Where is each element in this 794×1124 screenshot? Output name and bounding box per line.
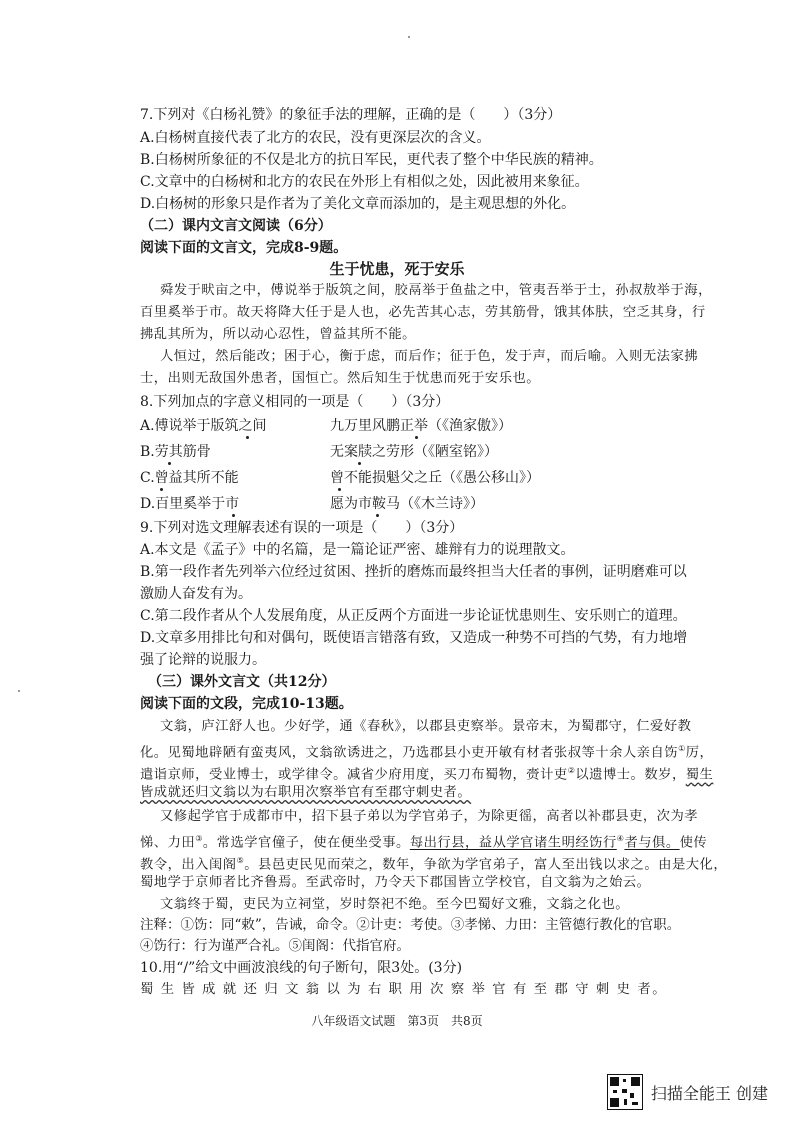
qr-code-icon xyxy=(607,1074,643,1110)
wenweng-p3-line1: 文翁终于蜀，吏民为立祠堂，岁时祭祀不绝。至今巴蜀好文雅，文翁之化也。 xyxy=(160,897,630,912)
section3-instruction: 阅读下面的文段，完成10-13题。 xyxy=(140,696,353,712)
q9-option-d-line2: 强了论辩的说服力。 xyxy=(140,652,266,668)
wenweng-p1-line3 xyxy=(140,761,713,785)
emphasis-dot xyxy=(168,462,171,465)
wenweng-p2-line3 xyxy=(140,851,727,875)
footnote-marker: ② xyxy=(567,766,576,775)
q9-option-b-line1: B.第一段作者先列举六位经过贫困、挫折的磨炼而最终担当大任者的事例，证明磨难可以 xyxy=(140,564,687,580)
underlined-text: 每出行县，益从学官诸生明经饬行 xyxy=(409,835,617,851)
text-run: 。县邑吏民见而荣之，数年，争欲为学官弟子，富人至出钱以求之。由是大化， xyxy=(244,857,728,873)
wenweng-p2-line2 xyxy=(140,829,707,853)
underlined-text: 者与俱。 xyxy=(624,835,680,851)
q7-stem: 7.下列对《白杨礼赞》的象征手法的理解，正确的是（ ）（3分） xyxy=(140,107,562,123)
q9-option-b-line2: 激励人奋发有为。 xyxy=(140,586,252,602)
notes-line1: 注释：①饬：同“敕”，告诫，命令。②计吏：考使。③孝悌、力田：主管德行教化的官职。 xyxy=(140,917,681,933)
q8-option-c-right: 曾不能损魁父之丘（《愚公移山》） xyxy=(330,470,540,486)
q9-stem: 9.下列对选文理解表述有误的一项是（ ）（3分） xyxy=(140,520,464,536)
q9-option-d-line1: D.文章多用排比句和对偶句，既使语言错落有致，又造成一种势不可挡的气势，有力地增 xyxy=(140,630,688,646)
passage-p1-line1: 舜发于畎亩之中，傅说举于版筑之间，胶鬲举于鱼盐之中，管夷吾举于士，孙叔敖举于海， xyxy=(160,283,712,298)
emphasis-dot xyxy=(358,462,361,465)
q7-option-b: B.白杨树所象征的不仅是北方的抗日军民，更代表了整个中华民族的精神。 xyxy=(140,152,603,168)
q8-option-a-left: A.傅说举于版筑之间 xyxy=(140,418,267,434)
passage-title: 生于忧患，死于安乐 xyxy=(329,260,465,278)
wenweng-p2-line1: 又修起学官于成都市中，招下县子弟以为学官弟子，为除更徭，高者以补郡县吏，次为孝 xyxy=(160,809,699,824)
passage-p1-line3: 拂乱其所为，所以动心忍性，曾益其所不能。 xyxy=(140,327,416,342)
emphasis-dot xyxy=(160,488,163,491)
q9-option-c: C.第二段作者从个人发展角度，从正反两个方面进一步论证忧患则生、安乐则亡的道理。 xyxy=(140,608,687,624)
q10-stem: 10.用“/”给文中画波浪线的句子断句，限3处。(3分) xyxy=(140,960,463,976)
watermark-text: 扫描全能王 创建 xyxy=(650,1083,768,1103)
wavy-underlined-text: 蜀生 xyxy=(685,767,714,783)
q7-option-a: A.白杨树直接代表了北方的农民，没有更深层次的含义。 xyxy=(140,130,491,146)
text-run: 教令，出入闺阁 xyxy=(140,857,237,873)
wenweng-p1-line1: 文翁，庐江舒人也。少好学，通《春秋》，以郡县吏察举。景帝末，为蜀郡守，仁爱好教 xyxy=(160,719,692,734)
emphasis-dot xyxy=(246,436,249,439)
text-run: 悌、力田 xyxy=(140,835,196,851)
q9-option-a: A.本文是《孟子》中的名篇，是一篇论证严密、雄辩有力的说理散文。 xyxy=(140,542,575,558)
footnote-marker: ① xyxy=(678,744,686,753)
text-run: 。常选学官僮子，使在便坐受事。 xyxy=(202,835,410,851)
q7-option-c: C.文章中的白杨树和北方的农民在外形上有相似之处，因此被用来象征。 xyxy=(140,174,589,190)
emphasis-dot xyxy=(415,436,418,439)
emphasis-dot xyxy=(376,514,379,517)
text-run: 遣诣京师，受业博士，或学律令。减省少府用度，买刀布蜀物，赍计吏 xyxy=(140,767,568,783)
q10-sentence: 蜀 生 皆 成 就 还 归 文 翁 以 为 右 职 用 次 察 举 官 有 至 郡 守 刺 史 者。 xyxy=(140,982,668,997)
text-run: 使传 xyxy=(679,835,708,851)
section2-heading: （二）课内文言文阅读（6分） xyxy=(140,218,332,234)
scan-speck xyxy=(408,36,410,38)
q8-option-b-right: 无案牍之劳形（《陋室铭》） xyxy=(330,444,498,460)
wenweng-p1-line2 xyxy=(140,739,713,763)
notes-line2: ④饬行：行为谨严合礼。⑤闺阁：代指官府。 xyxy=(140,938,410,954)
footnote-marker: ③ xyxy=(195,834,203,843)
page-footer: 八年级语文试题 第3页 共8页 xyxy=(311,1014,483,1028)
wenweng-p2-line4: 蜀地学于京师者比齐鲁焉。至武帝时，乃令天下郡国皆立学校官，自文翁为之始云。 xyxy=(140,875,651,890)
q8-option-b-left: B.劳其筋骨 xyxy=(140,444,211,460)
passage-p1-line2: 百里奚举于市。故天将降大任于是人也，必先苦其心志，劳其筋骨，饿其体肤，空乏其身，行 xyxy=(140,305,706,320)
q8-option-a-right: 九万里风鹏正举（《渔家傲》） xyxy=(330,418,512,434)
q8-option-c-left: C.曾益其所不能 xyxy=(140,470,239,486)
footnote-marker: ④ xyxy=(616,834,625,843)
q8-option-d-left: D.百里奚举于市 xyxy=(140,496,240,512)
passage-p2-line2: 士，出则无敌国外患者，国恒亡。然后知生于忧患而死于安乐也。 xyxy=(140,371,541,386)
section3-heading: （三）课外文言文（共12分） xyxy=(148,674,336,690)
scanner-watermark xyxy=(607,1074,768,1110)
footnote-marker: ⑤ xyxy=(236,856,245,865)
passage-p2-line1: 人恒过，然后能改；困于心，衡于虑，而后作；征于色，发于声，而后喻。入则无法家拂 xyxy=(160,349,699,364)
emphasis-dot xyxy=(232,514,235,517)
section2-instruction: 阅读下面的文言文，完成8-9题。 xyxy=(140,240,348,256)
text-run: 化。见蜀地辟陋有蛮夷风，文翁欲诱进之，乃选郡县小吏开敏有材者张叔等十余人亲自饬 xyxy=(140,745,679,761)
text-run: 厉， xyxy=(685,745,714,761)
q7-option-d: D.白杨树的形象只是作者为了美化文章而添加的，是主观思想的外化。 xyxy=(140,196,576,212)
text-run: 以遗博士。数岁， xyxy=(575,767,686,783)
emphasis-dot xyxy=(338,488,341,491)
q8-stem: 8.下列加点的字意义相同的一项是（ ）（3分） xyxy=(140,394,450,410)
wavy-underlined-sentence: 皆成就还归文翁以为右职用次察举官有至郡守刺史者。 xyxy=(140,785,472,800)
q8-option-d-right: 愿为市鞍马（《木兰诗》） xyxy=(330,496,484,512)
scan-speck xyxy=(18,690,20,692)
